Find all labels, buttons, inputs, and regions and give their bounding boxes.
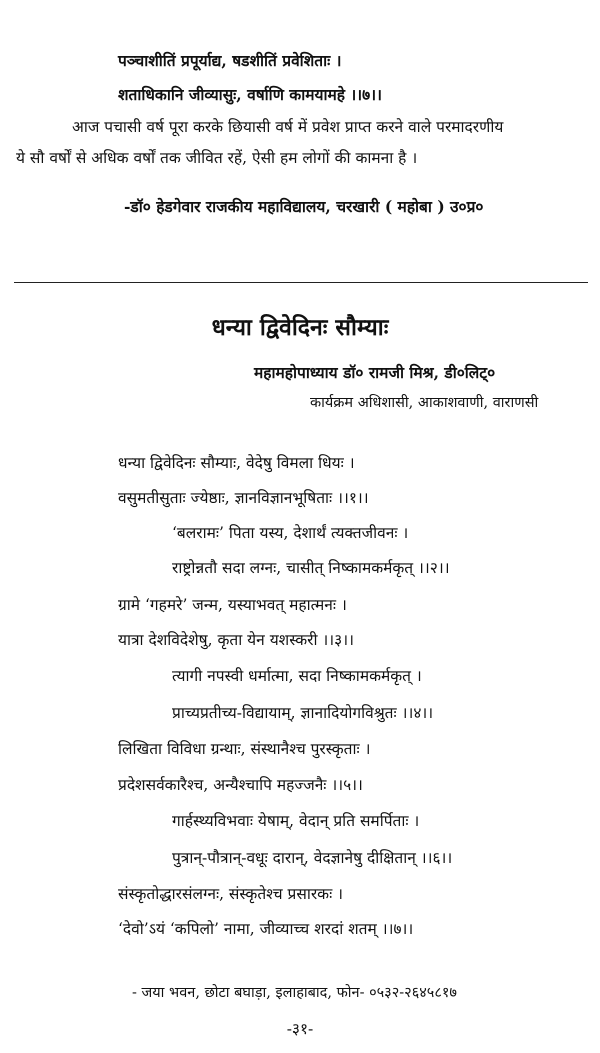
- section-divider: [14, 282, 588, 283]
- poem-line: धन्या द्विवेदिनः सौम्याः, वेदेषु विमला धियः ।: [118, 454, 355, 472]
- hindi-line: आज पचासी वर्ष पूरा करके छियासी वर्ष में प्रवेश प्राप्त करने वाले परमादरणीय: [72, 118, 504, 136]
- poem-line: ‘बलरामः’ पिता यस्य, देशार्थं त्यक्तजीवनः ।: [172, 524, 409, 542]
- poem-line: त्यागी नपस्वी धर्मात्मा, सदा निष्कामकर्मकृत् ।: [172, 667, 422, 685]
- page-number: -३१-: [286, 1020, 314, 1038]
- verse-line: शताधिकानि जीव्यासुः, वर्षाणि कामयामहे ।।७।।: [118, 85, 382, 104]
- attribution: -डॉ० हेडगेवार राजकीय महाविद्यालय, चरखारी ( महोबा ) उ०प्र०: [124, 197, 484, 216]
- author-designation: कार्यक्रम अधिशासी, आकाशवाणी, वाराणसी: [310, 395, 539, 411]
- poem-line: वसुमतीसुताः ज्येष्ठाः, ज्ञानविज्ञानभूषिताः ।।१।।: [118, 489, 369, 507]
- poem-line: लिखिता विविधा ग्रन्थाः, संस्थानैश्च पुरस्कृताः ।: [118, 740, 371, 758]
- poem-line: ग्रामे ‘गहमरे’ जन्म, यस्याभवत् महात्मनः ।: [118, 596, 347, 614]
- poem-line: प्रदेशसर्वकारैश्च, अन्यैश्चापि महज्जनैः ।।५।।: [118, 776, 363, 794]
- author-name: महामहोपाध्याय डॉ० रामजी मिश्र, डी०लिट्०: [254, 363, 496, 382]
- poem-line: राष्ट्रोन्नतौ सदा लग्नः, चासीत् निष्कामकर्मकृत् ।।२।।: [172, 559, 450, 577]
- poem-line: ‘देवो’ऽयं ‘कपिलो’ नामा, जीव्याच्च शरदां शतम् ।।७।।: [118, 920, 414, 938]
- poem-title: धन्या द्विवेदिनः सौम्याः: [211, 314, 389, 341]
- poem-line: यात्रा देशविदेशेषु, कृता येन यशस्करी ।।३।।: [118, 631, 354, 649]
- hindi-line: ये सौ वर्षों से अधिक वर्षों तक जीवित रहें, ऐसी हम लोगों की कामना है ।: [16, 149, 418, 167]
- poem-line: प्राच्यप्रतीच्य-विद्यायाम्, ज्ञानादियोगविश्रुतः ।।४।।: [172, 704, 434, 722]
- verse-line: पञ्चाशीतिं प्रपूर्याद्य, षडशीतिं प्रवेशिताः ।: [118, 51, 342, 70]
- contact-address: - जया भवन, छोटा बघाड़ा, इलाहाबाद, फोन- ०५३२-२६४५८१७: [132, 985, 457, 1001]
- poem-line: संस्कृतोद्धारसंलग्नः, संस्कृतेश्च प्रसारकः ।: [118, 885, 344, 903]
- poem-line: गार्हस्थ्यविभवाः येषाम्, वेदान् प्रति समर्पिताः ।: [172, 812, 420, 830]
- poem-line: पुत्रान्-पौत्रान्-वधूः दारान्, वेदज्ञानेषु दीक्षितान् ।।६।।: [172, 849, 453, 867]
